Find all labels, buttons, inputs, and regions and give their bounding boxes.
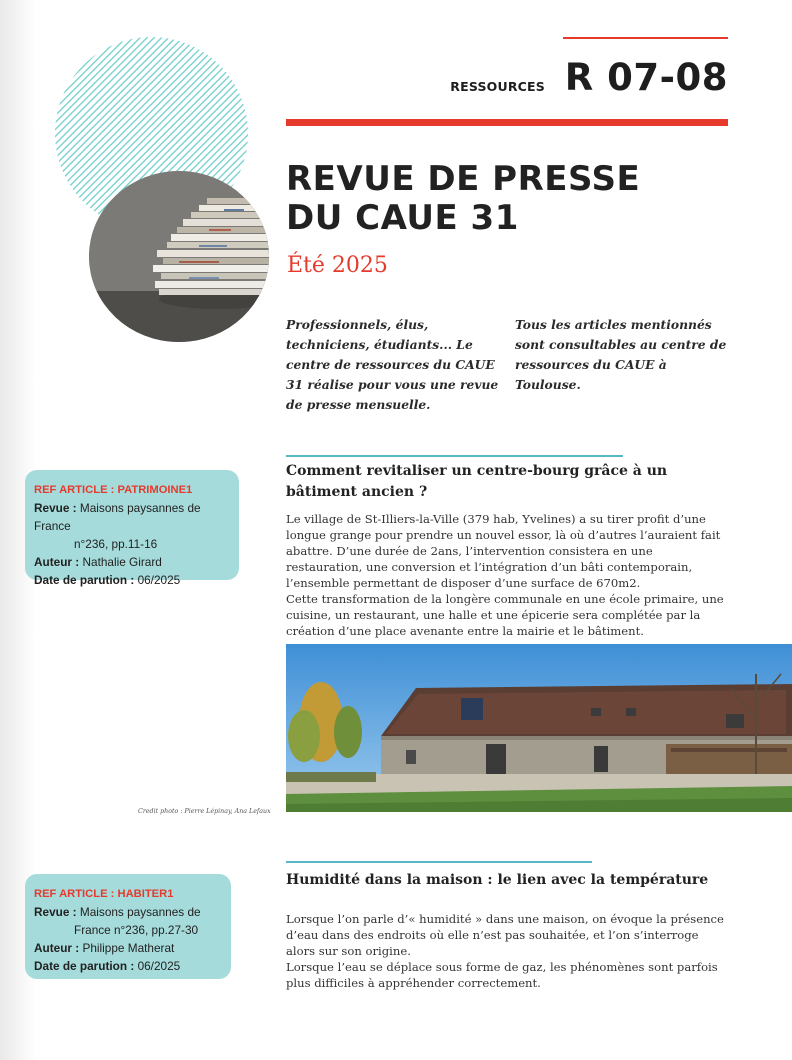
season-subtitle: Été 2025 (287, 253, 388, 278)
ref-date-label: Date de parution : (34, 959, 135, 973)
ref-revue-label: Revue : (34, 905, 77, 919)
article-1-ref-card (25, 470, 239, 587)
page-title-line-2: DU CAUE 31 (286, 198, 519, 238)
intro-text-left: Professionnels, élus, techniciens, étudiants... Le centre de ressources du CAUE 31 réalise pour vous une revue de presse mensuelle. (286, 317, 499, 412)
article-1-paragraph-1: Le village de St-Illiers-la-Ville (379 hab, Yvelines) a su tirer profit d’une longue grange pour prendre un nouvel essor, là où d’autres l’auraient fait abattre. D’une durée de 2ans, l’intervention consistera en une restauration, une conversion et l’intégration d’un bâti contemporain, l’ensemble permettant de disposer d’une surface de 670m2. (286, 512, 721, 590)
article-1-rule (286, 455, 623, 457)
ref-revue (34, 499, 230, 535)
ref-revue-value: Maisons paysannes de France (34, 501, 201, 533)
article-2-paragraph-1: Lorsque l’on parle d’« humidité » dans une maison, on évoque la présence d’eau dans des endroits où elle n’est pas souhaitée, et l’on s’interroge alors sur son origine. (286, 912, 724, 958)
article-2-title: Humidité dans la maison : le lien avec la température (286, 872, 709, 888)
article-2-body (286, 911, 731, 991)
ref-auteur (34, 553, 230, 571)
ref-date (34, 957, 222, 975)
ref-revue-cont: n°236, pp.11-16 (74, 537, 158, 551)
article-2-rule (286, 861, 592, 863)
article-2-paragraph-2: Lorsque l’eau se déplace sous forme de gaz, les phénomènes sont parfois plus difficiles à appréhender correctement. (286, 960, 718, 990)
article-1-photo (286, 644, 792, 812)
ref-revue-value: Maisons paysannes de (79, 905, 201, 919)
ref-date-value: 06/2025 (137, 959, 181, 973)
ref-auteur-value: Philippe Matherat (82, 941, 175, 955)
ref-date (34, 571, 230, 589)
ref-date-value: 06/2025 (137, 573, 181, 587)
photo-credit: Credit photo : Pierre Lépinay, Ana Lefaux (138, 808, 271, 815)
ref-card-title: REF ARTICLE : PATRIMOINE1 (34, 484, 193, 496)
article-2-ref-card (25, 874, 231, 979)
header-top-rule (563, 37, 728, 39)
newspapers-photo (89, 171, 269, 342)
ref-auteur-value: Nathalie Girard (82, 555, 162, 569)
intro-text-right: Tous les articles mentionnés sont consultables au centre de ressources du CAUE à Toulouse. (515, 317, 727, 392)
header-red-bar (286, 119, 728, 126)
ref-revue-cont: France n°236, pp.27-30 (74, 923, 199, 937)
section-label: RESSOURCES (450, 79, 545, 94)
ref-revue-label: Revue : (34, 501, 77, 515)
page-title (286, 160, 640, 238)
page-title-line-1: REVUE DE PRESSE (286, 159, 641, 199)
ref-auteur (34, 939, 222, 957)
ref-date-label: Date de parution : (34, 573, 135, 587)
ref-auteur-label: Auteur : (34, 941, 80, 955)
article-1-paragraph-2: Cette transformation de la longère communale en une école primaire, une cuisine, un restaurant, une halle et une épicerie sera complétée par la création d’une place avenante entre la mairie et le bâtiment. (286, 592, 724, 638)
ref-card-title: REF ARTICLE : HABITER1 (34, 888, 174, 900)
article-1-title: Comment revitaliser un centre-bourg grâce à un bâtiment ancien ? (286, 463, 668, 500)
ref-revue (34, 903, 222, 921)
article-1-body (286, 511, 726, 639)
issue-code: R 07-08 (564, 56, 728, 99)
ref-auteur-label: Auteur : (34, 555, 80, 569)
